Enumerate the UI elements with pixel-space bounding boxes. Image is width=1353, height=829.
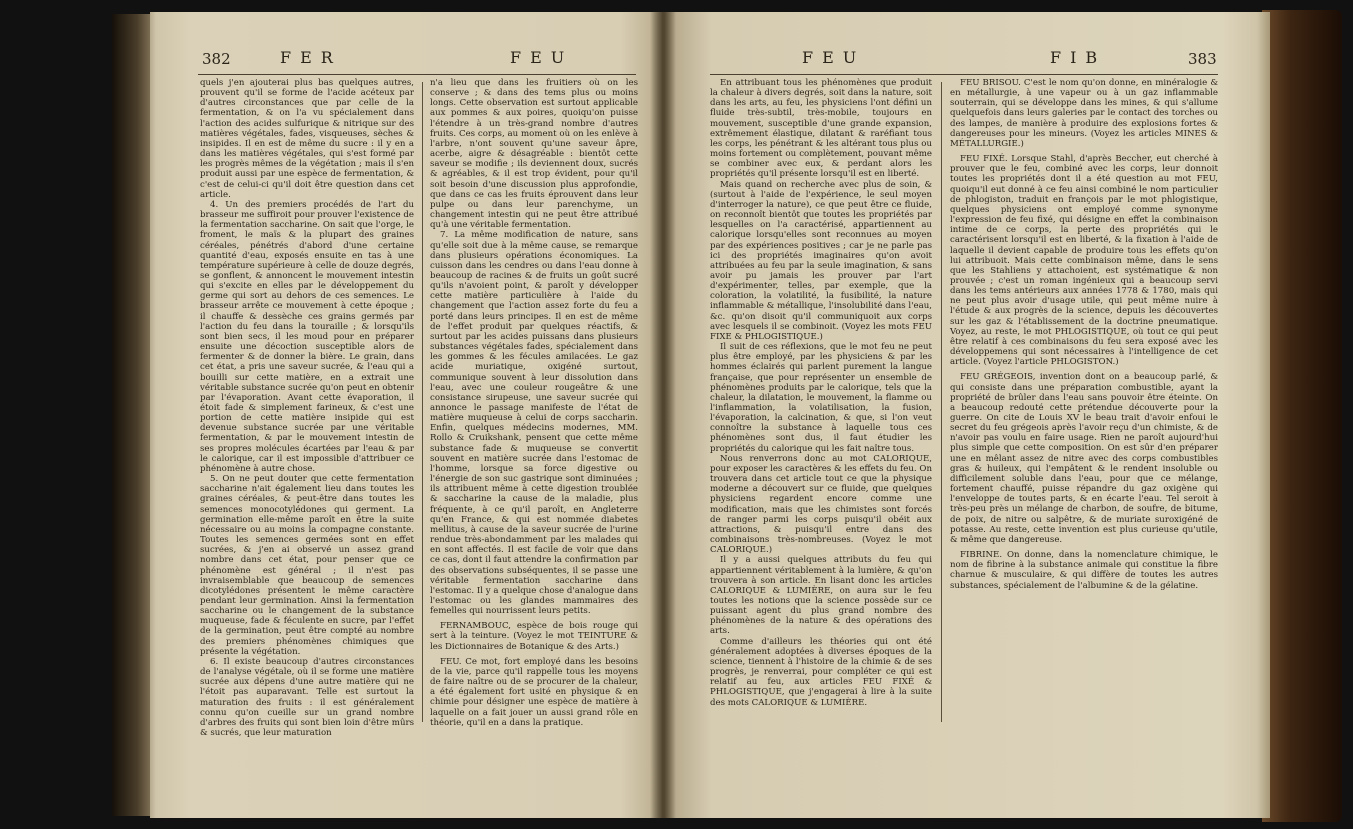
running-head-left: FEU — [802, 48, 866, 67]
entry-feu-fixe: FEU FIXÉ. Lorsque Stahl, d'après Beccher, eut cherché à prouver que le feu, combiné avec les corps, leur donnoit toutes les propriétés dont il a été question au mot FEU, quoiqu'il eut donné à ce feu ainsi combiné le nom particulier de phlogiston, traduit en françois par le mot phlogistique, quelques physiciens ont employé comme synonyme l'expression de feu fixé, qui désigne en effet la combinaison intime de ce corps, la perte des propriétés qui le caractérisent lorsqu'il est en liberté, & la fixation à l'aide de laquelle il devient capable de produire tous les effets qu'on lui attribuoit. Mais cette combinaison même, dans le sens que les Stahliens y attachoient, est systématique & non prouvée ; c'est un roman ingénieux qui a beaucoup servi dans les tems antérieurs aux années 1778 & 1780, mais qui ne peut plus avoir d'usage utile, qui peut même nuire à l'étude & aux progrès de la science, depuis les découvertes sur les gaz & l'établissement de la doctrine pneumatique. Voyez, au reste, le mot PHLOGISTIQUE, où tout ce qui peut être relatif à ces combinaisons du feu sera exposé avec les développemens qui sont nécessaires à l'intelligence de cet article. (Voyez l'article PHLOGISTON.) — [950, 154, 1218, 368]
paragraph: Comme d'ailleurs les théories qui ont été généralement adoptées à diverses époques de la science, tiennent à l'histoire de la chimie & de ses progrès, je renverrai, pour compléter ce qui est relatif au feu, aux articles FEU FIXÉ & PHLOGISTIQUE, que j'engagerai à lire à la suite des mots CALORIQUE & LUMIÈRE. — [710, 636, 932, 708]
paragraph: Il y a aussi quelques attributs du feu qui appartiennent véritablement à la lumière, & qu'on trouvera à son article. En lisant donc les articles CALORIQUE & LUMIÈRE, on aura sur le feu toutes les notions que la science possède sur ce puissant agent du plus grand nombre des phénomènes de la nature & des opérations des arts. — [710, 555, 932, 637]
paragraph: Nous renverrons donc au mot CALORIQUE, pour exposer les caractères & les effets du feu. On trouvera dans cet article tout ce que la physique moderne a découvert sur ce fluide, que quelques physiciens regardent encore comme une modification, mais que les chimistes sont forcés de ranger parmi les corps puisqu'il obéit aux attractions, & puisqu'il entre dans des combinaisons très-nombreuses. (Voyez le mot CALORIQUE.) — [710, 453, 932, 556]
entry-fibrine: FIBRINE. On donne, dans la nomenclature chimique, le nom de fibrine à la substance animale qui constitue la fibre charnue & musculaire, & qui diffère de toutes les autres substances, spécialement de l'albumine & de la gélatine. — [950, 550, 1218, 591]
column-rule — [941, 82, 942, 722]
paragraph: En attribuant tous les phénomènes que produit la chaleur à divers degrés, soit dans la nature, soit dans les arts, au feu, les physiciens l'ont défini un fluide très-subtil, très-mobile, toujours en mouvement, susceptible d'une grande expansion, extrêmement élastique, dilatant & raréfiant tous les corps, les pénétrant & les altérant tous plus ou moins fortement ou complètement, pouvant même se combiner avec eux, & perdant alors les propriétés qu'il présente lorsqu'il est en liberté. — [710, 78, 932, 180]
entry-feu-brisou: FEU BRISOU. C'est le nom qu'on donne, en minéralogie & en métallurgie, à une vapeur ou à un gaz inflammable souterrain, qui se développe dans les mines, & qui s'allume quelquefois dans leurs galeries par le contact des torches ou des lampes, de manière à produire des explosions fortes & dangereuses pour les mineurs. (Voyez les articles MINES & MÉTALLURGIE.) — [950, 78, 1218, 149]
paragraph: n'a lieu que dans les fruitiers où on les conserve ; & dans des tems plus ou moins longs. Cette observation est surtout applicable aux pommes & aux poires, quoiqu'on puisse l'étendre à un très-grand nombre d'autres fruits. Ces corps, au moment où on les enlève à l'arbre, n'ont souvent qu'une saveur âpre, acerbe, aigre & désagréable : bientôt cette saveur se modifie ; ils deviennent doux, sucrés & agréables, & il est trop évident, pour qu'il soit besoin d'une discussion plus approfondie, que dans ce cas les fruits éprouvent dans leur pulpe ou dans leur parenchyme, un changement intestin qui ne peut être attribué qu'à une véritable fermentation. — [430, 78, 638, 231]
running-head-left: FER — [280, 48, 342, 67]
paragraph: quels j'en ajouterai plus bas quelques autres, prouvent qu'il se forme de l'acide acéteux par d'autres circonstances que par celle de la fermentation, & on l'a vu spécialement dans l'action des acides sulfurique & nitrique sur des matières végétales, fades, visqueuses, sèches & insipides. Il en est de même du sucre : il y en a dans les matières végétales, qui s'est formé par les progrès mêmes de la végétation ; mais il s'en produit aussi par une espèce de fermentation, & c'est de celui-ci qu'il doit être question dans cet article. — [200, 78, 414, 200]
right-page — [662, 12, 1270, 818]
right-page-column-2 — [950, 78, 1218, 591]
entry-fernambouc: FERNAMBOUC, espèce de bois rouge qui sert à la teinture. (Voyez le mot TEINTURE & les Dictionnaires de Botanique & des Arts.) — [430, 621, 638, 652]
entry-feu-gregeois: FEU GRÉGEOIS, invention dont on a beaucoup parlé, & qui consiste dans une préparation combustible, ayant la propriété de brûler dans l'eau sans pouvoir être éteinte. On a beaucoup redouté cette prétendue découverte pour la guerre. On cite de Louis XV le beau trait d'avoir enfoui le secret du feu grégeois après l'avoir reçu d'un chimiste, & de n'avoir pas voulu en faire usage. Rien ne paroît aujourd'hui plus simple que cette composition. On est sûr d'en préparer une en mêlant assez de nitre avec des corps combustibles gras & huileux, qui l'empâtent & le rendent insoluble ou difficilement soluble dans l'eau, pour que ce mélange, fortement chauffé, puisse répandre du gaz oxigène qui l'enveloppe de toutes parts, & en écarte l'eau. Tel seroit à très-peu près un mélange de charbon, de soufre, de bitume, de poix, de nitre ou salpêtre, & de muriate suroxigéné de potasse. Au reste, cette invention est plus curieuse qu'utile, & même que dangereuse. — [950, 372, 1218, 545]
left-page-column-2 — [430, 78, 638, 728]
header-rule — [198, 74, 636, 75]
page-number: 383 — [1188, 50, 1217, 68]
right-page-column-1 — [710, 78, 932, 708]
left-page-column-1 — [200, 78, 414, 738]
entry-feu: FEU. Ce mot, fort employé dans les besoins de la vie, parce qu'il rappelle tous les moyens de faire naître ou de se procurer de la chaleur, a été également fort usité en physique & en chimie pour désigner une espèce de matière à laquelle on a fait jouer un aussi grand rôle en théorie, qu'il en a dans la pratique. — [430, 656, 638, 728]
running-head-right: FIB — [1050, 48, 1107, 67]
gutter-shadow — [650, 12, 676, 818]
running-head-right: FEU — [510, 48, 574, 67]
column-rule — [422, 82, 423, 722]
left-page-edge — [112, 14, 154, 816]
paragraph: 4. Un des premiers procédés de l'art du brasseur me suffiroit pour prouver l'existence de la fermentation saccharine. On sait que l'orge, le froment, le maïs & la plupart des graines céréales, pénétrés d'abord d'une certaine quantité d'eau, exposés ensuite en tas à une température supérieure à celle de douze degrés, se gonflent, & annoncent le mouvement intestin qui s'excite en elles par le développement du germe qui sort au dehors de ces semences. Le brasseur arrête ce mouvement à cette époque ; il chauffe & dessèche ces grains germés par l'action du feu dans la touraille ; & lorsqu'ils sont bien secs, il les moud pour en préparer ensuite une décoction susceptible alors de fermenter & de donner la bière. Le grain, dans cet état, a pris une saveur sucrée, & l'eau qui a bouilli sur cette matière, en a extrait une véritable substance sucrée qu'on peut en obtenir par l'évaporation. Avant cette évaporation, il étoit fade & simplement farineux, & c'est une portion de cette matière insipide qui est devenue substance sucrée par une véritable fermentation, & par le mouvement intestin de ses propres molécules écartées par l'eau & par le calorique, car il est impossible d'attribuer ce phénomène à autre chose. — [200, 199, 414, 474]
paragraph: 5. On ne peut douter que cette fermentation saccharine n'ait également lieu dans toutes les graines céréales, & peut-être dans toutes les semences monocotylédones qui germent. La germination elle-même paroît en être la suite nécessaire ou au moins la compagne constante. Toutes les semences germées sont en effet sucrées, & j'en ai observé un assez grand nombre dans cet état, pour penser que ce phénomène est général ; il n'est pas invraisemblable que beaucoup de semences dicotylédones présentent le même caractère pendant leur germination. Ainsi la fermentation saccharine ou le changement de la substance muqueuse, fade & féculente en sucre, par l'effet de la germination, peut être compté au nombre des premiers phénomènes chimiques que présente la végétation. — [200, 474, 414, 657]
left-page — [150, 12, 662, 818]
book-spine — [1262, 10, 1342, 822]
paragraph: Il suit de ces réflexions, que le mot feu ne peut plus être employé, par les physiciens & par les hommes éclairés qui parlent purement la langue française, que pour représenter un ensemble de phénomènes produits par le calorique, tels que la chaleur, la dilatation, le mouvement, la flamme ou l'inflammation, la volatilisation, la fusion, l'évaporation, la calcination, & que, si l'on veut connoître la substance à laquelle tous ces phénomènes sont dus, il faut étudier les propriétés du calorique qui les fait naître tous. — [710, 342, 932, 454]
paragraph: 7. La même modification de nature, sans qu'elle soit due à la même cause, se remarque dans plusieurs opérations économiques. La cuisson dans les cendres ou dans l'eau donne à beaucoup de racines & de fruits un goût sucré qu'ils n'avoient point, & paroît y développer cette matière particulière à l'aide du changement que l'action assez forte du feu a porté dans leurs principes. Il en est de même de l'effet produit par quelques réactifs, & surtout par les acides puissans dans plusieurs substances végétales fades, spécialement dans les gommes & les fécules amilacées. Le gaz acide muriatique, oxigéné surtout, communique souvent à leur dissolution dans l'eau, avec une couleur rougeâtre & une consistance sirupeuse, une saveur sucrée qui annonce le passage manifeste de l'état de matière muqueuse à celui de corps saccharin. Enfin, quelques médecins modernes, MM. Rollo & Cruikshank, pensent que cette même substance fade & muqueuse se convertit souvent en matière sucrée dans l'estomac de l'homme, lorsque sa force digestive ou l'énergie de son suc gastrique sont diminuées ; ils attribuent même à cette digestion troublée & saccharine la cause de la maladie, plus fréquente, à ce qu'il paroît, en Angleterre qu'en France, & qui est nommée diabetes mellitus, à cause de la saveur sucrée de l'urine rendue très-abondamment par les malades qui en sont affectés. Il est facile de voir que dans ce cas, dont il faut attendre la confirmation par des observations subséquentes, il se passe une véritable fermentation saccharine dans l'estomac. Il y a quelque chose d'analogue dans l'estomac ou les glandes mammaires des femelles qui nourrissent leurs petits. — [430, 230, 638, 617]
page-number: 382 — [202, 50, 231, 68]
paragraph: Mais quand on recherche avec plus de soin, & (surtout à l'aide de l'expérience, le seul moyen d'interroger la nature), ce que peut être ce fluide, on reconnoît bientôt que toutes les propriétés par lesquelles on l'a caractérisé, appartiennent au calorique lorsqu'elles sont reconnues au moyen par des expériences positives ; car je ne parle pas ici des propriétés imaginaires qu'on avoit attribuées au feu par la seule imagination, & sans avoir pu jamais les prouver par l'art d'expérimenter, telles, par exemple, que la coloration, la volatilité, la fusibilité, la nature inflammable & métallique, l'insolubilité dans l'eau, &c. qu'on disoit qu'il communiquoit aux corps avec lesquels il se combinoit. (Voyez les mots FEU FIXE & PHLOGISTIQUE.) — [710, 179, 932, 342]
header-rule — [710, 74, 1218, 75]
paragraph: 6. Il existe beaucoup d'autres circonstances de l'analyse végétale, où il se forme une matière sucrée aux dépens d'une autre matière qui ne l'étoit pas auparavant. Telle est surtout la maturation des fruits : il est généralement connu qu'on cueille sur un grand nombre d'arbres des fruits qui sont bien loin d'être mûrs & sucrés, que leur maturation — [200, 656, 414, 738]
